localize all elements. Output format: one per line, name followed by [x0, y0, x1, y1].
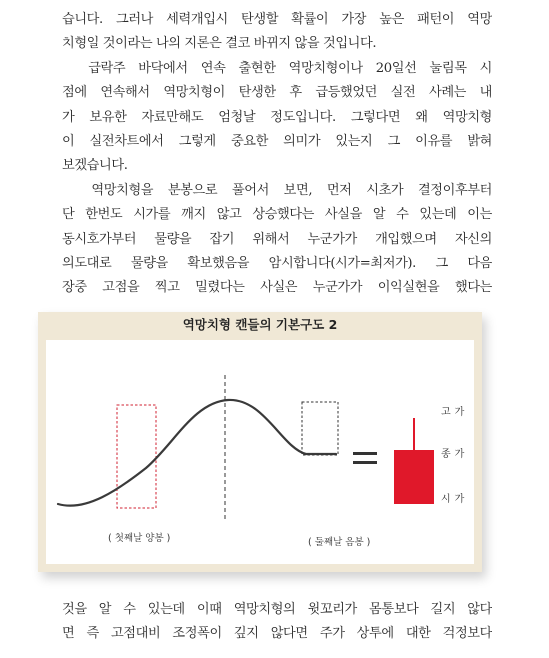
close-price-label: 종가: [441, 449, 469, 460]
text-line: 보겠습니다.: [62, 158, 128, 174]
text-line: 습니다. 그러나 세력개입시 탄생할 확률이 가장 높은 패턴이 역망: [62, 12, 492, 27]
text-line: 가 보유한 자료만해도 엄청날 정도입니다. 그렇다면 왜 역망치형: [62, 109, 492, 125]
text-line: 점에 연속해서 역망치형이 탄생한 후 급등했었던 실전 사례는 내: [62, 85, 492, 101]
text-line: 장중 고점을 찍고 밀렸다는 사실은 누군가가 이익실현을 했다는: [62, 280, 492, 296]
text-line: 역망치형을 분봉으로 풀어서 보면, 먼저 시초가 결정이후부터: [62, 183, 492, 198]
text-line: 의도대로 물량을 확보했음을 암시합니다(시가=최저가). 그 다음: [62, 255, 492, 271]
equals-bar-top: [353, 452, 377, 455]
equals-bar-bottom: [353, 461, 377, 464]
candle-body: [394, 450, 434, 504]
high-price-label: 고가: [441, 407, 469, 418]
paragraph-examples: [62, 57, 492, 178]
text-line: 면 즉 고점대비 조정폭이 깊지 않다면 주가 상투에 대한 걱정보다: [62, 626, 492, 642]
first-day-label: ( 첫째날 양봉 ): [108, 533, 171, 544]
text-line: 것을 알 수 있는데 이때 역망치형의 윗꼬리가 몸통보다 길지 않다: [62, 602, 492, 617]
price-curve: [58, 400, 336, 506]
first-day-dashed-box: [117, 405, 156, 508]
paragraph-intro: [62, 8, 492, 57]
second-day-label: ( 둘째날 음봉 ): [308, 537, 371, 548]
text-line: 급락주 바닥에서 연속 출현한 역망치형이나 20일선 눌림목 시: [62, 61, 492, 76]
open-price-label: 시가: [441, 494, 469, 505]
paragraph-conclusion: [62, 598, 492, 647]
text-line: 치형일 것이라는 나의 지론은 결코 바뀌지 않을 것입니다.: [62, 36, 377, 52]
text-line: 이 실전차트에서 그렇게 중요한 의미가 있는지 그 이유를 밝혀: [62, 133, 492, 149]
figure-frame: [38, 312, 482, 572]
second-day-dashed-box: [302, 402, 338, 455]
figure-title: 역망치형 캔들의 기본구도 2: [182, 317, 338, 332]
text-line: 동시호가부터 물량을 잡기 위해서 누군가가 개입했으며 자신의: [62, 231, 492, 247]
paragraph-analysis: [62, 179, 492, 300]
figure-diagram: [46, 340, 474, 564]
text-line: 단 한번도 시가를 깨지 않고 상승했다는 사실을 알 수 있는데 이는: [62, 207, 492, 223]
